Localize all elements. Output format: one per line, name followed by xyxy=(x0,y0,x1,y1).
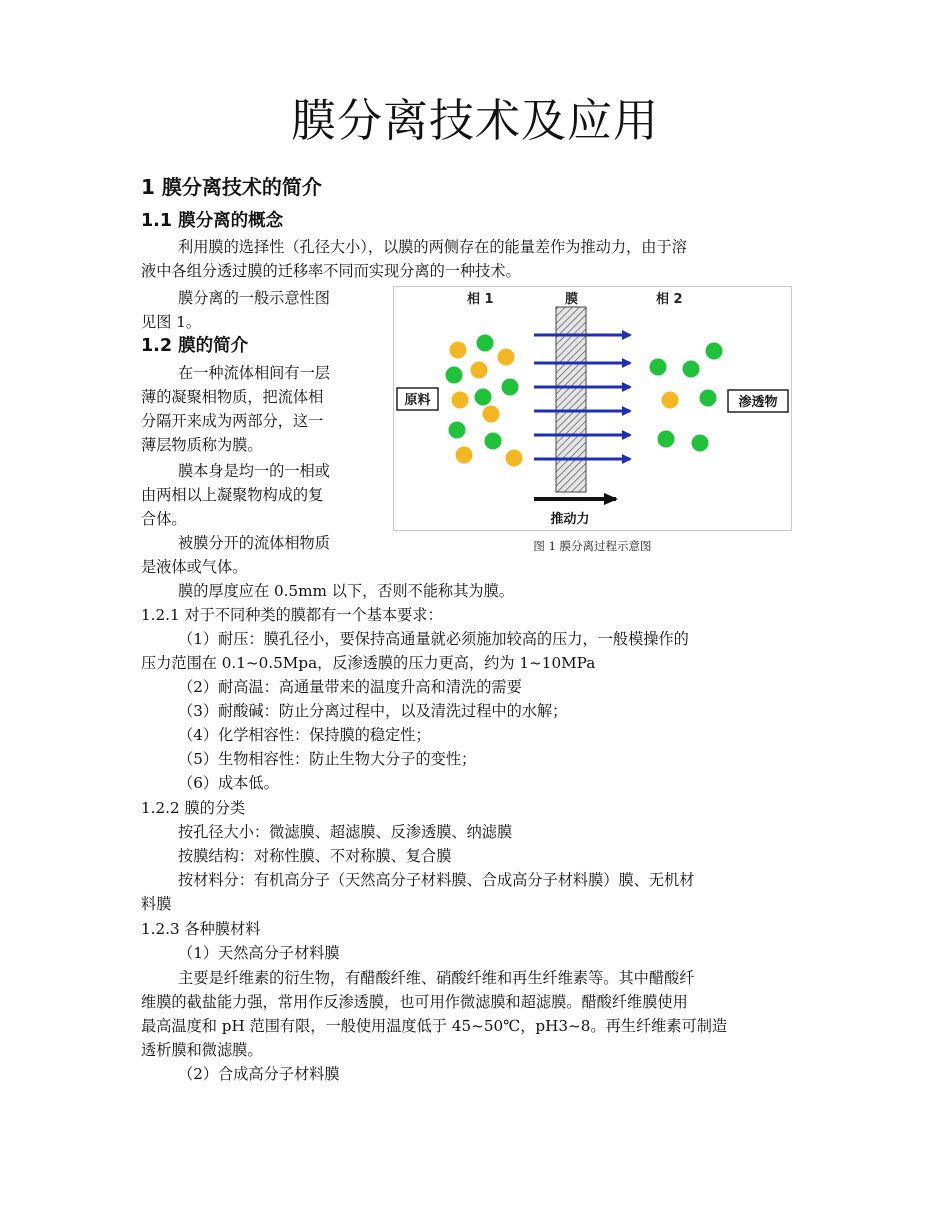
material-subheading: （1）天然高分子材料膜 xyxy=(178,944,340,962)
paragraph-line: 利用膜的选择性（孔径大小），以膜的两侧存在的能量差作为推动力，由于溶 xyxy=(178,238,687,256)
label-feed: 原料 xyxy=(404,393,431,408)
paragraph-line: 膜本身是均一的一相或 xyxy=(178,462,330,480)
feed-particle-yellow xyxy=(498,349,515,366)
paragraph-line: 膜分离的一般示意性图 xyxy=(178,289,330,307)
section-1-1-heading: 1.1 膜分离的概念 xyxy=(141,211,284,231)
document-title: 膜分离技术及应用 xyxy=(290,94,659,147)
paragraph-line: 由两相以上凝聚物构成的复 xyxy=(141,486,324,504)
requirement-line: （2）耐高温：高通量带来的温度升高和清洗的需要 xyxy=(178,678,522,696)
permeate-particles xyxy=(650,343,723,452)
feed-particle-green xyxy=(502,379,519,396)
feed-particle-green xyxy=(475,389,492,406)
label-phase-1: 相 1 xyxy=(467,292,494,307)
requirement-line: （5）生物相容性：防止生物大分子的变性； xyxy=(178,750,477,768)
feed-particle-green xyxy=(477,335,494,352)
paragraph-line: 分隔开来成为两部分，这一 xyxy=(141,412,324,430)
material-subheading: （2）合成高分子材料膜 xyxy=(178,1065,340,1083)
feed-particle-yellow xyxy=(506,450,523,467)
label-permeate: 渗透物 xyxy=(738,395,778,410)
requirement-line: （3）耐酸碱：防止分离过程中，以及清洗过程中的水解； xyxy=(178,702,568,720)
classification-line: 按材料分：有机高分子（天然高分子材料膜、合成高分子材料膜）膜、无机材 xyxy=(178,871,695,889)
paragraph-line: 合体。 xyxy=(141,510,187,528)
feed-particle-yellow xyxy=(471,362,488,379)
feed-particle-yellow xyxy=(450,342,467,359)
membrane-separation-figure xyxy=(393,286,792,531)
paragraph-line: 液中各组分透过膜的迁移率不同而实现分离的一种技术。 xyxy=(141,262,521,280)
permeate-particle-green xyxy=(692,435,709,452)
material-line: 最高温度和 pH 范围有限，一般使用温度低于 45~50℃，pH3~8。再生纤维素可制造 xyxy=(141,1017,728,1035)
permeate-particle-green xyxy=(658,431,675,448)
material-line: 主要是纤维素的衍生物，有醋酸纤维、硝酸纤维和再生纤维素等。其中醋酸纤 xyxy=(178,969,695,987)
feed-particle-green xyxy=(446,367,463,384)
permeate-particle-green xyxy=(683,361,700,378)
requirement-line: 压力范围在 0.1~0.5Mpa，反渗透膜的压力更高，约为 1~10MPa xyxy=(141,654,596,672)
paragraph-line: 膜的厚度应在 0.5mm 以下，否则不能称其为膜。 xyxy=(178,582,514,600)
section-1-2-1-heading: 1.2.1 对于不同种类的膜都有一个基本要求： xyxy=(141,606,443,624)
classification-line: 按孔径大小：微滤膜、超滤膜、反渗透膜、纳滤膜 xyxy=(178,823,513,841)
permeate-particle-green xyxy=(706,343,723,360)
section-1-2-2-heading: 1.2.2 膜的分类 xyxy=(141,799,246,817)
requirement-line: （6）成本低。 xyxy=(178,774,279,792)
requirement-line: （1）耐压：膜孔径小，要保持高通量就必须施加较高的压力，一般模操作的 xyxy=(178,630,689,648)
paragraph-line: 在一种流体相间有一层 xyxy=(178,364,330,382)
section-1-heading: 1 膜分离技术的简介 xyxy=(141,175,322,199)
paragraph-line: 是液体或气体。 xyxy=(141,558,248,576)
paragraph-line: 见图 1。 xyxy=(141,313,202,331)
feed-particle-yellow xyxy=(483,406,500,423)
label-membrane: 膜 xyxy=(565,292,579,307)
section-1-2-heading: 1.2 膜的简介 xyxy=(141,336,249,356)
section-1-2-3-heading: 1.2.3 各种膜材料 xyxy=(141,920,261,938)
feed-particle-yellow xyxy=(452,392,469,409)
classification-line: 料膜 xyxy=(141,895,172,913)
paragraph-line: 被膜分开的流体相物质 xyxy=(178,534,330,552)
requirement-line: （4）化学相容性：保持膜的稳定性； xyxy=(178,726,431,744)
feed-particle-green xyxy=(449,422,466,439)
material-line: 维膜的截盐能力强，常用作反渗透膜，也可用作微滤膜和超滤膜。醋酸纤维膜使用 xyxy=(141,993,688,1011)
feed-particles xyxy=(446,335,523,467)
figure-caption: 图 1 膜分离过程示意图 xyxy=(533,539,652,553)
permeate-particle-yellow xyxy=(662,392,679,409)
permeate-particle-green xyxy=(700,390,717,407)
paragraph-line: 薄的凝聚相物质，把流体相 xyxy=(141,388,324,406)
material-line: 透析膜和微滤膜。 xyxy=(141,1041,263,1059)
feed-particle-green xyxy=(485,433,502,450)
classification-line: 按膜结构：对称性膜、不对称膜、复合膜 xyxy=(178,847,452,865)
permeate-particle-green xyxy=(650,359,667,376)
paragraph-line: 薄层物质称为膜。 xyxy=(141,436,263,454)
label-driving-force: 推动力 xyxy=(550,512,590,527)
label-phase-2: 相 2 xyxy=(656,292,683,307)
feed-particle-yellow xyxy=(456,447,473,464)
